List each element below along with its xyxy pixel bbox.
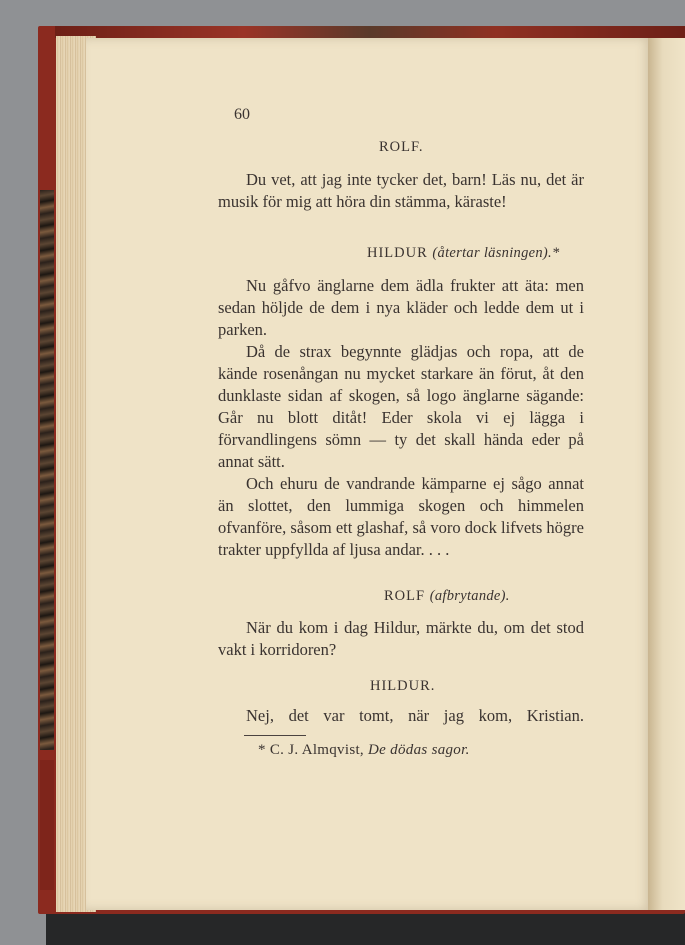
- paragraph: Nej, det var tomt, när jag kom, Kristian.: [246, 706, 584, 725]
- speech: [218, 169, 584, 213]
- speaker-heading: [370, 678, 435, 695]
- speaker-heading: [367, 245, 560, 262]
- paragraph: Och ehuru de vandrande kämparne ej sågo annat än slottet, den lummiga skogen och himmelen ofvanföre, såsom ett glashaf, så voro dock lifvets högre trakter uppfyllda af ljusa andar. . . .: [218, 474, 584, 559]
- spine-lower: [40, 760, 54, 890]
- paragraph: Nu gåfvo änglarne dem ädla frukter att äta: men sedan höljde de dem i nya kläder och ledde dem ut i parken.: [218, 276, 584, 339]
- paragraph: Då de strax begynnte glädjas och ropa, att de kände rosenångan nu mycket starkare än förut, åt den dunklaste sidan af skogen, så logo änglarne sägande: Går nu blott ditåt! Eder skola vi ej lägga i förvandlingens sömn — ty det skall hända eder på annat sätt.: [218, 342, 584, 471]
- speaker-heading: [379, 139, 424, 156]
- speaker-heading: [384, 588, 510, 605]
- footnote-marker: *: [258, 742, 266, 758]
- cover-top-edge: [55, 26, 685, 38]
- footnote: [258, 742, 470, 759]
- paragraph: När du kom i dag Hildur, märkte du, om det stod vakt i korridoren?: [218, 618, 584, 659]
- speech: [218, 617, 584, 661]
- paragraph: Du vet, att jag inte tycker det, barn! Läs nu, det är musik för mig att höra din stämma, käraste!: [218, 170, 584, 211]
- stage-direction: (afbrytande).: [429, 588, 510, 604]
- speaker-name: HILDUR: [367, 245, 428, 261]
- footnote-author: C. J. Almqvist,: [269, 742, 364, 758]
- speech: [218, 275, 584, 561]
- speaker-name: ROLF.: [379, 139, 424, 155]
- speech: [218, 705, 584, 727]
- facing-page-edge: [648, 38, 685, 910]
- marbled-spine: [40, 190, 54, 750]
- page-number: 60: [234, 106, 250, 123]
- speaker-name: ROLF: [384, 588, 426, 604]
- stage-direction: (återtar läsningen).*: [432, 245, 560, 261]
- footnote-title: De dödas sagor.: [368, 742, 470, 758]
- speaker-name: HILDUR.: [370, 678, 436, 694]
- footnote-rule: [244, 735, 306, 736]
